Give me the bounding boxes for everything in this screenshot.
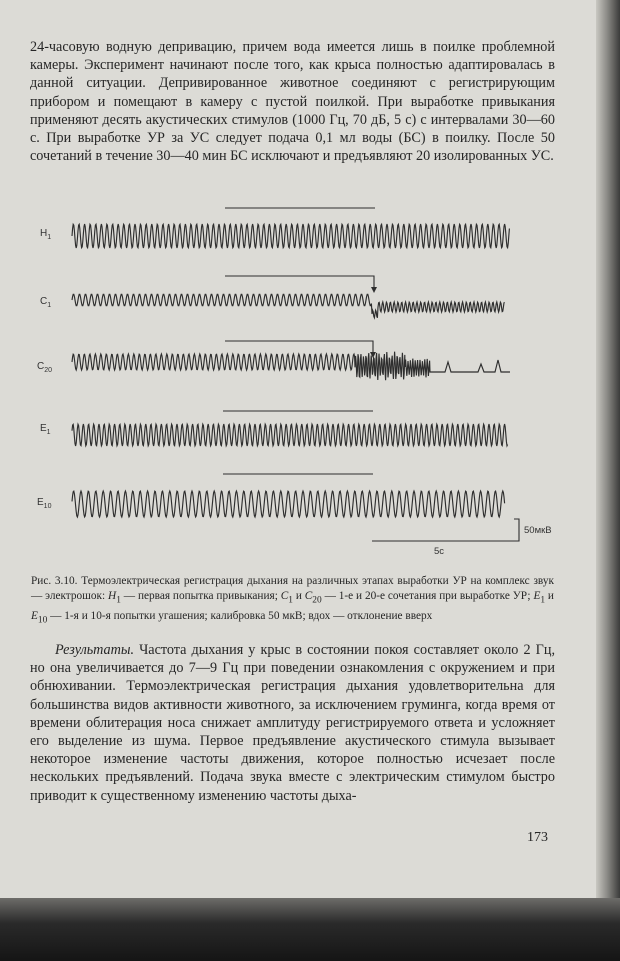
- stimulus-bar-c20: [225, 341, 373, 355]
- label-c20: $C_{20}$: [37, 361, 53, 374]
- calibration-label: 50мкВ: [524, 525, 552, 536]
- label-h1: $H_1$: [40, 228, 52, 241]
- label-e10: $E_{10}$: [37, 497, 52, 510]
- trace-e10: [72, 491, 505, 517]
- results-body: Частота дыхания у крыс в состоянии покоя составляет около 2 Гц, но она увеличивается до 7—9 Гц при поведении ознакомления с окружением и при обнюхивании. Термоэлектрическая регистрация дыхания удовлетворительна для большинства видов активности животного, за исключением груминга, когда время от времени облитерация носа снижает амплитуду регистрируемого ответа и усложняет его выделение из шума. Первое предъявление акустического стимула вызывает некоторое изменение частоты движения, которое полностью исчезает после нескольких предъявлений. Подача звука вместе с электрическим стимулом быстро приводит к существенному изменению частоты дыха-: [30, 642, 555, 804]
- results-heading: Результаты.: [55, 642, 134, 658]
- label-e1: $E_1$: [40, 423, 51, 436]
- results-paragraph: [30, 641, 555, 805]
- page-number: 173: [527, 830, 548, 845]
- top-paragraph: 24-часовую водную депривацию, причем вода имеется лишь в поилке проблемной камеры. Эксперимент начинают после того, как крыса полностью адаптировалась в данной ситуации. Депривированное животное соединяют с регистрирующим прибором и помещают в камеру с пустой поилкой. При выработке привыкания применяют десять акустических стимулов (1000 Гц, 70 дБ, 5 с) с интервалами 30—60 с. При выработке УР за УС следует подача 0,1 мл воды (БС) в поилку. После 50 сочетаний в течение 30—40 мин БС исключают и предъявляют 20 изолированных УС.: [30, 39, 555, 165]
- stimulus-bar-c1: [225, 276, 374, 290]
- shock-arrow-c1: [371, 287, 377, 293]
- figure-caption: Рис. 3.10. Термоэлектрическая регистрация дыхания на различных этапах выработки УР на комплекс звук — электрошок: $H_1$ — первая попытка привыкания; $C_1$ и $C_{20}$ — 1-е и 20-е сочетания при выработке УР; $E_1$ и $E_{10}$ — 1-я и 10-я попытки угашения; калибровка 50 мкВ; вдох — отклонение вверх: [31, 575, 554, 626]
- trace-c1: [72, 294, 505, 318]
- calibration-bar: [372, 519, 519, 541]
- trace-e1: [72, 424, 508, 446]
- label-c1: $C_1$: [40, 296, 52, 309]
- trace-c20: [72, 352, 510, 381]
- trace-h1: [72, 224, 509, 248]
- time-scale-label: 5с: [434, 546, 445, 557]
